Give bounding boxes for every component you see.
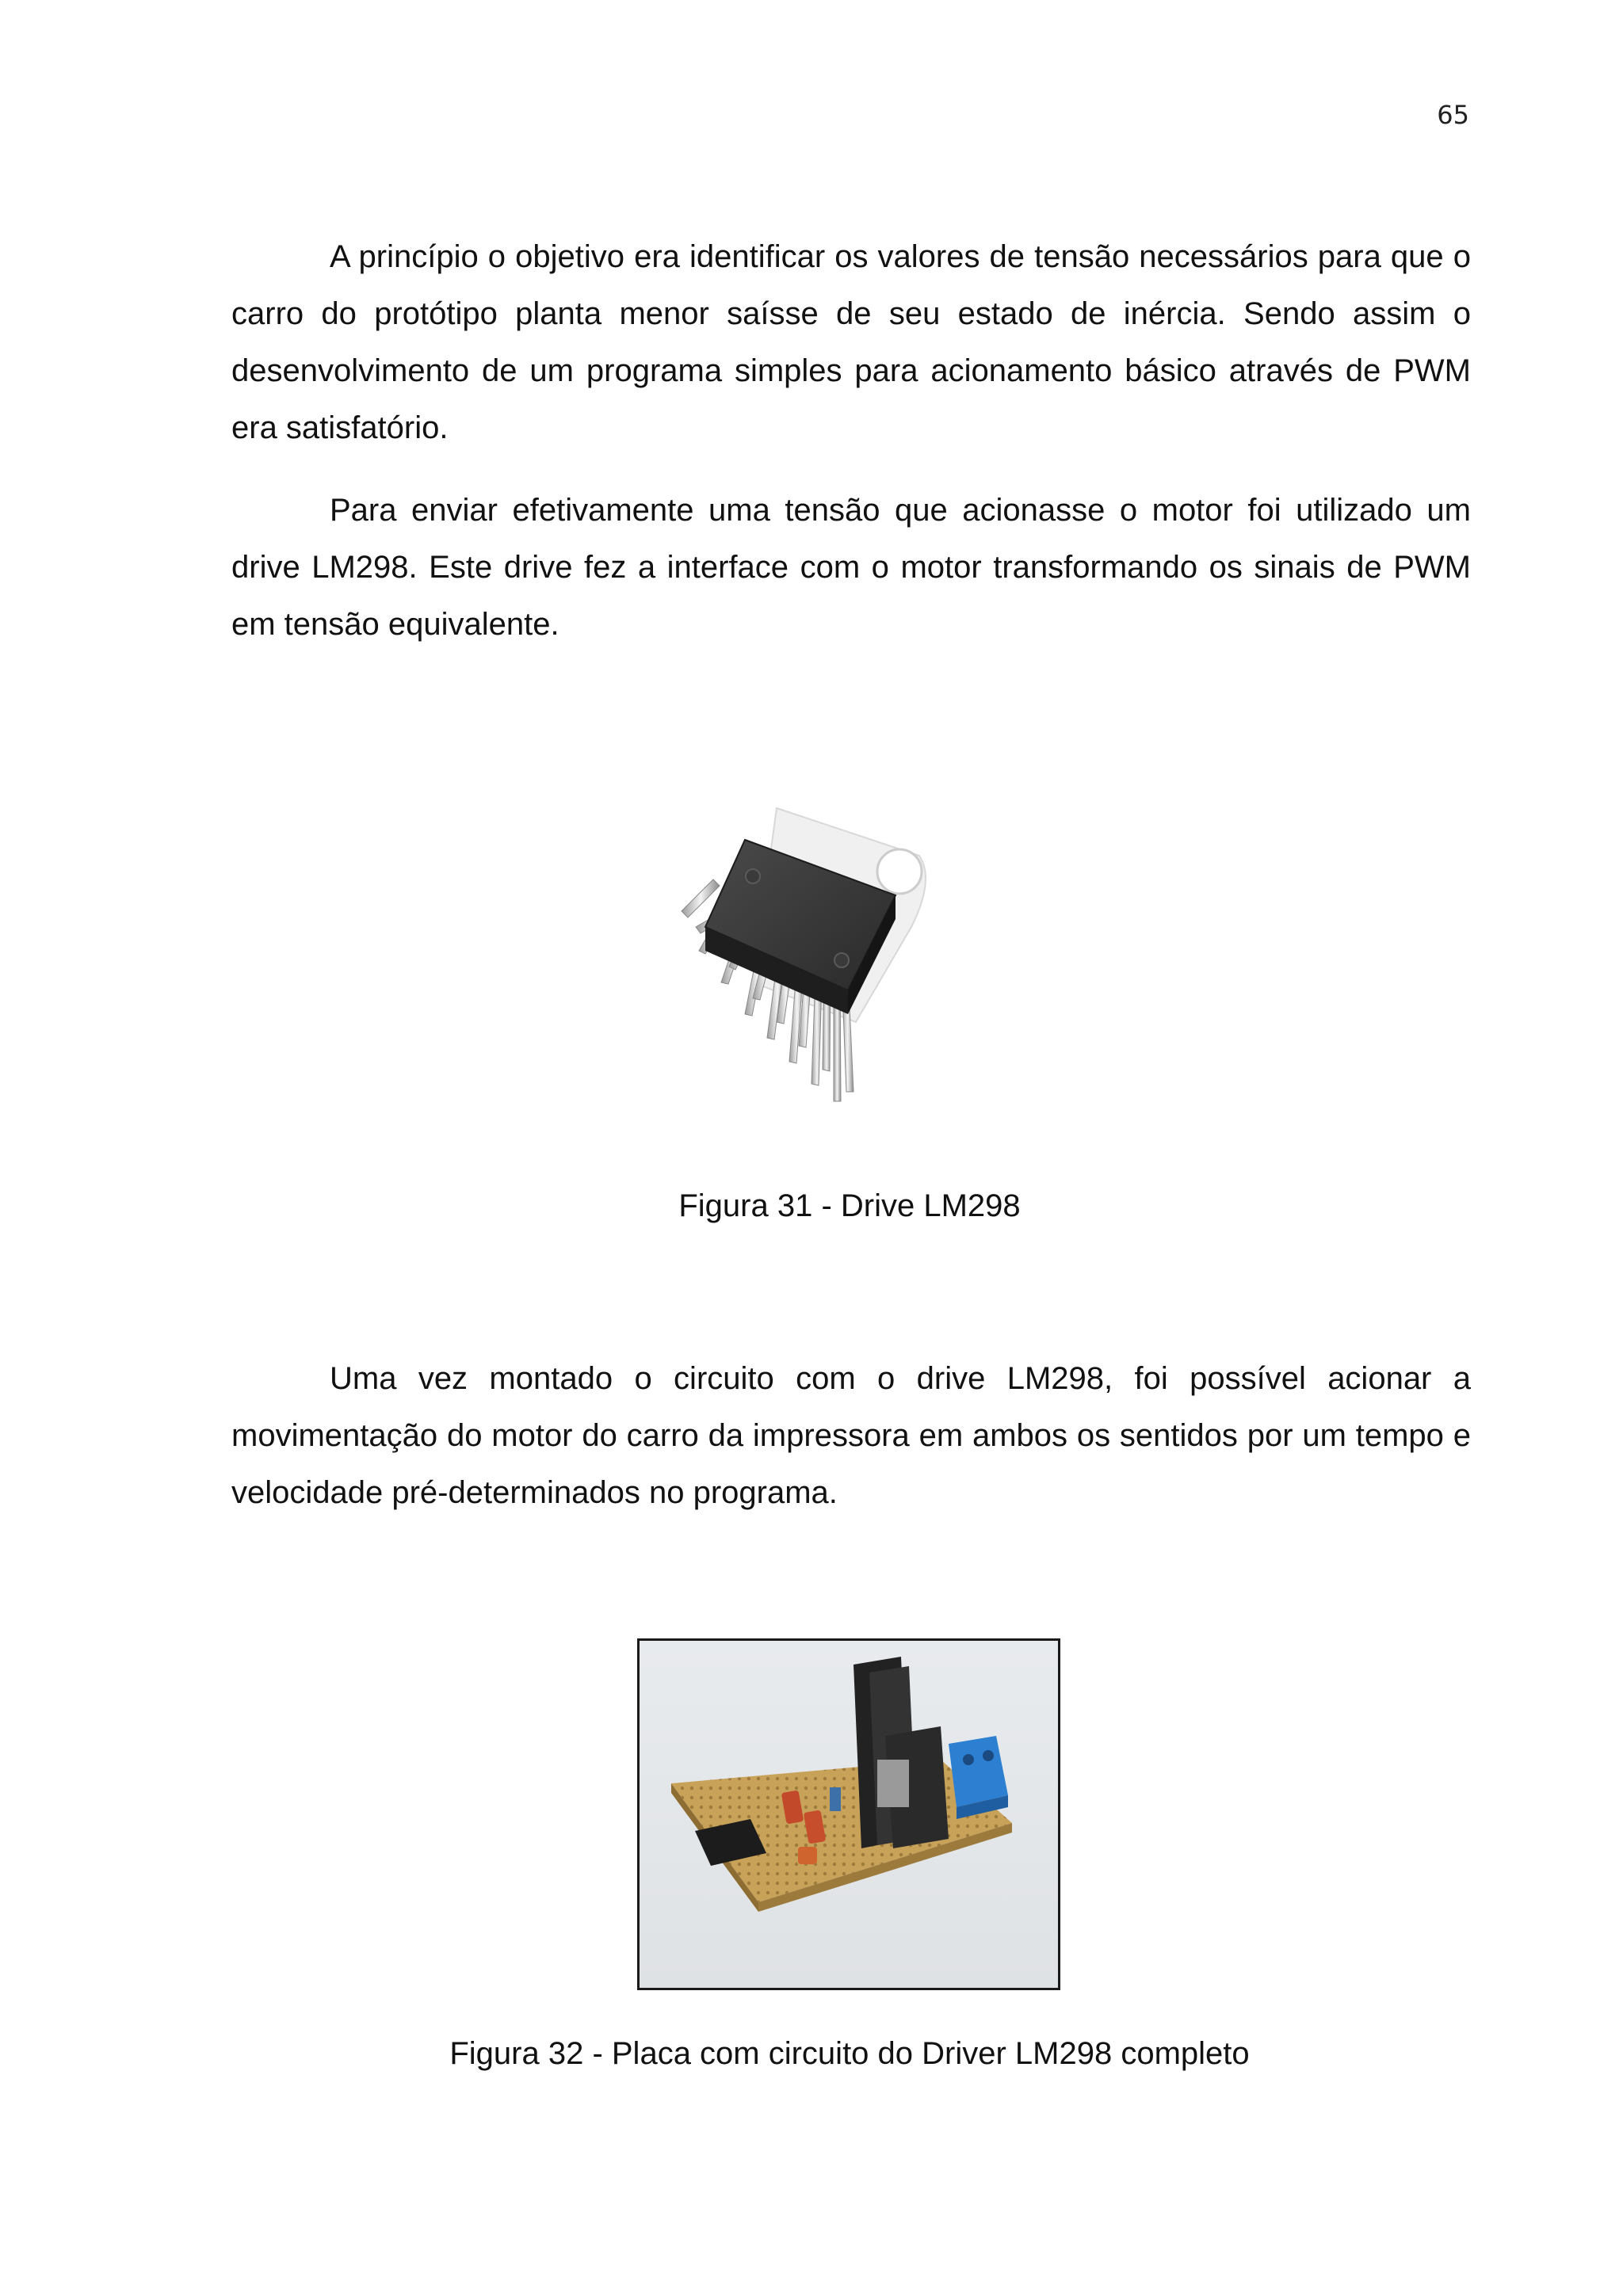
- page-number: 65: [1437, 100, 1469, 130]
- lm298-chip-photo: [658, 784, 1030, 1141]
- paragraph-3: Uma vez montado o circuito com o drive LM298, foi possível acionar a movimentação do motor do carro da impressora em ambos os sentidos por um tempo e velocidade pré-determinados no programa.: [231, 1361, 1471, 1510]
- figure-32-caption: Figura 32 - Placa com circuito do Driver LM298 completo: [449, 2036, 1250, 2071]
- figure-31-caption: Figura 31 - Drive LM298: [678, 1188, 1021, 1223]
- paragraph-2: Para enviar efetivamente uma tensão que acionasse o motor foi utilizado um drive LM298. Este drive fez a interface com o motor transformando os sinais de PWM em tensão equivalente.: [231, 493, 1471, 642]
- driver-board-photo: [637, 1638, 1060, 1990]
- paragraph-1: A princípio o objetivo era identificar os valores de tensão necessários para que o carro do protótipo planta menor saísse de seu estado de inércia. Sendo assim o desenvolvimento de um programa simples para acionamento básico através de PWM era satisfatório.: [231, 239, 1471, 445]
